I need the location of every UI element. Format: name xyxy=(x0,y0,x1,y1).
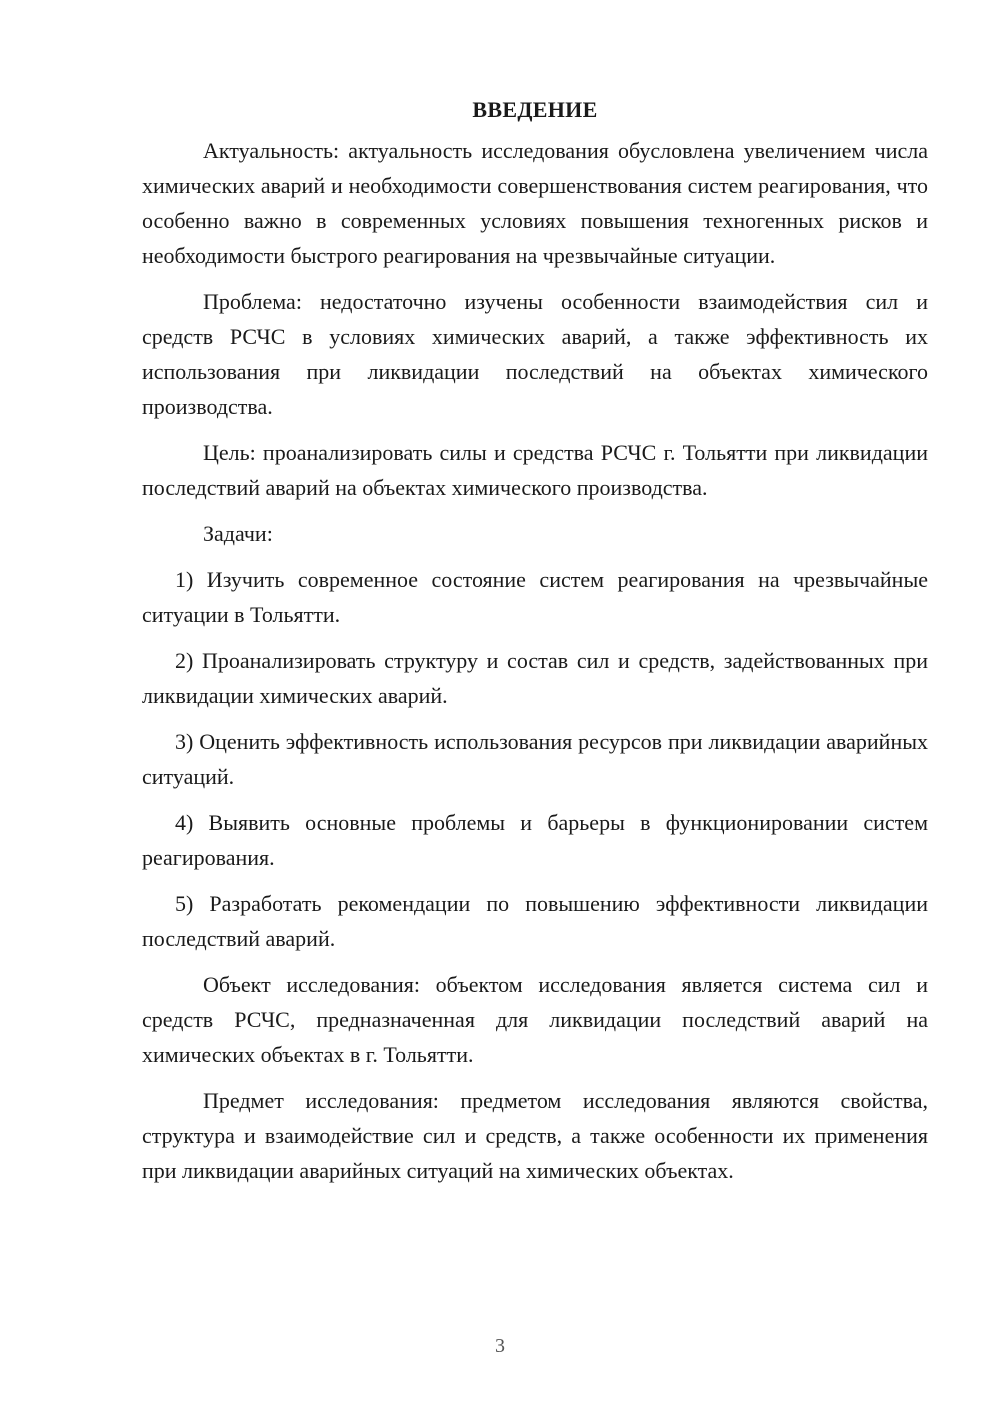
page-number: 3 xyxy=(495,1335,505,1357)
task-item-1: 1) Изучить современное состояние систем реагирования на чрезвычайные ситуации в Тольятти. xyxy=(142,567,928,627)
tasks-heading: Задачи: xyxy=(203,521,273,546)
paragraph-problem: Проблема: недостаточно изучены особенности взаимодействия сил и средств РСЧС в условиях химических аварий, а также эффективность их использования при ликвидации последствий на объектах химического производства. xyxy=(142,289,928,419)
task-item-3: 3) Оценить эффективность использования ресурсов при ликвидации аварийных ситуаций. xyxy=(142,729,928,789)
document-page xyxy=(142,95,928,1199)
paragraph-goal: Цель: проанализировать силы и средства РСЧС г. Тольятти при ликвидации последствий аварий на объектах химического производства. xyxy=(142,440,928,500)
task-item-2: 2) Проанализировать структуру и состав сил и средств, задействованных при ликвидации химических аварий. xyxy=(142,648,928,708)
document-title: ВВЕДЕНИЕ xyxy=(472,97,598,122)
paragraph-subject: Предмет исследования: предметом исследования являются свойства, структура и взаимодействие сил и средств, а также особенности их применения при ликвидации аварийных ситуаций на химических объектах. xyxy=(142,1088,928,1183)
task-item-4: 4) Выявить основные проблемы и барьеры в функционировании систем реагирования. xyxy=(142,810,928,870)
task-item-5: 5) Разработать рекомендации по повышению эффективности ликвидации последствий аварий. xyxy=(142,891,928,951)
paragraph-relevance: Актуальность: актуальность исследования обусловлена увеличением числа химических аварий и необходимости совершенствования систем реагирования, что особенно важно в современных условиях повышения техногенных рисков и необходимости быстрого реагирования на чрезвычайные ситуации. xyxy=(142,138,928,268)
paragraph-object: Объект исследования: объектом исследования является система сил и средств РСЧС, предназначенная для ликвидации последствий аварий на химических объектах в г. Тольятти. xyxy=(142,972,928,1067)
